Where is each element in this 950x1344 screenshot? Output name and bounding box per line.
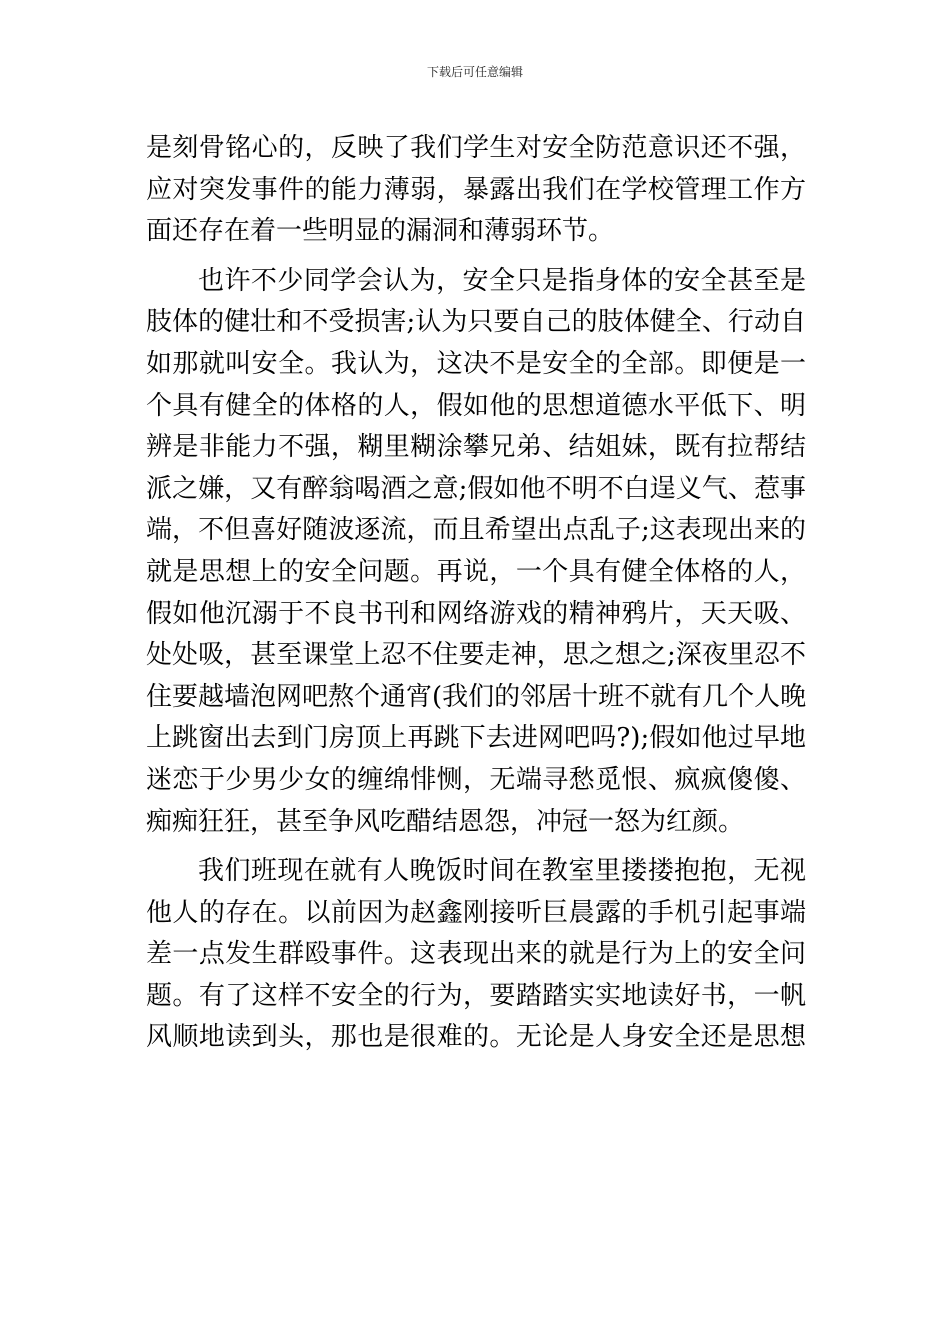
- page-header: 下载后可任意编辑: [426, 65, 523, 79]
- text-line: 假如他沉溺于不良书刊和网络游戏的精神鸦片，天天吸、: [146, 598, 806, 629]
- text-line: 我们班现在就有人晚饭时间在教室里搂搂抱抱，无视: [198, 856, 806, 887]
- text-line: 住要越墙泡网吧熬个通宵(我们的邻居十班不就有几个人晚: [146, 681, 807, 712]
- text-line: 个具有健全的体格的人，假如他的思想道德水平低下、明: [146, 390, 806, 421]
- text-line: 应对突发事件的能力薄弱，暴露出我们在学校管理工作方: [146, 174, 806, 205]
- text-line: 是刻骨铭心的，反映了我们学生对安全防范意识还不强，: [146, 133, 806, 163]
- text-line: 就是思想上的安全问题。再说，一个具有健全体格的人，: [146, 556, 806, 587]
- text-line: 迷恋于少男少女的缠绵悱恻，无端寻愁觅恨、疯疯傻傻、: [146, 764, 806, 795]
- text-line: 风顺地读到头，那也是很难的。无论是人身安全还是思想: [146, 1022, 806, 1053]
- text-line: 差一点发生群殴事件。这表现出来的就是行为上的安全问: [146, 939, 806, 970]
- text-line: 如那就叫安全。我认为，这决不是安全的全部。即便是一: [146, 348, 806, 379]
- text-line: 辨是非能力不强，糊里糊涂攀兄弟、结姐妹，既有拉帮结: [146, 432, 806, 463]
- text-line: 处处吸，甚至课堂上忍不住要走神，思之想之;深夜里忍不: [146, 640, 806, 671]
- text-line: 肢体的健壮和不受损害;认为只要自己的肢体健全、行动自: [146, 307, 806, 338]
- document-body: [146, 128, 806, 1059]
- text-line: 题。有了这样不安全的行为，要踏踏实实地读好书，一帆: [146, 980, 806, 1011]
- paragraph-3: [146, 851, 806, 1059]
- paragraph-1: [146, 128, 806, 253]
- text-line: 上跳窗出去到门房顶上再跳下去进网吧吗?);假如他过早地: [146, 723, 806, 754]
- text-line: 端，不但喜好随波逐流，而且希望出点乱子;这表现出来的: [146, 515, 806, 546]
- text-line: 他人的存在。以前因为赵鑫刚接听巨晨露的手机引起事端: [146, 897, 806, 928]
- text-line: 也许不少同学会认为，安全只是指身体的安全甚至是: [198, 265, 806, 296]
- text-line: 痴痴狂狂，甚至争风吃醋结恩怨，冲冠一怒为红颜。: [146, 806, 745, 837]
- text-line: 面还存在着一些明显的漏洞和薄弱环节。: [146, 216, 615, 247]
- paragraph-2: [146, 261, 806, 843]
- text-line: 派之嫌，又有醉翁喝酒之意;假如他不明不白逞义气、惹事: [146, 473, 806, 504]
